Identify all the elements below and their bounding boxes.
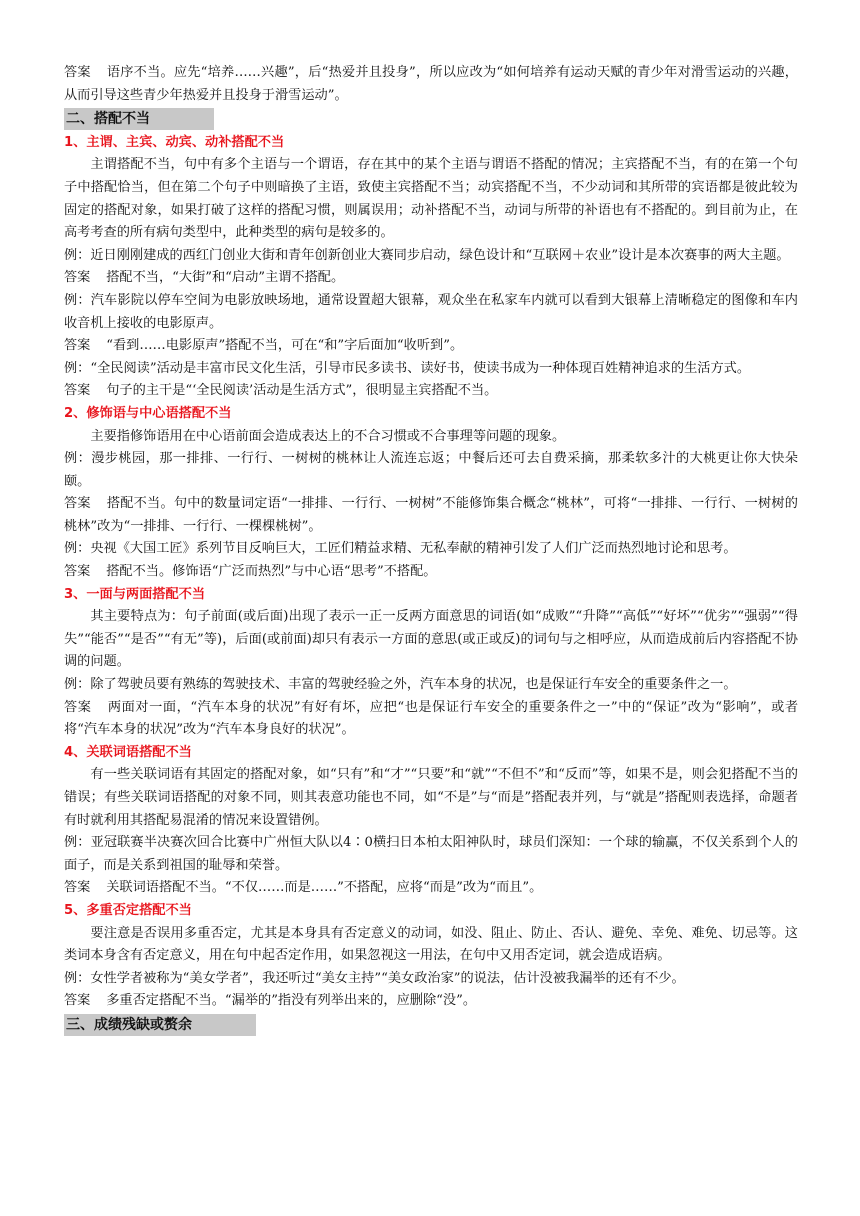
subheading-2: 2、修饰语与中心语搭配不当 bbox=[64, 405, 232, 421]
subheading-1: 1、主谓、主宾、动宾、动补搭配不当 bbox=[64, 134, 285, 150]
explanation-paragraph: 其主要特点为：句子前面(或后面)出现了表示一正一反两方面意思的词语(如“成败”“升降”“高低”“好坏”“优劣”“强弱”“得失”“能否”“是否”“有无”等)，后面(或前面)却只有表示一方面的意思(或正或反)的词句与之相呼应，从而造成前后内容搭配不协调的问题。 bbox=[64, 609, 798, 670]
answer-text: 句子的主干是“‘全民阅读’活动是生活方式”，很明显主宾搭配不当。 bbox=[106, 383, 498, 399]
subheading-3: 3、一面与两面搭配不当 bbox=[64, 586, 206, 602]
answer-text: 语序不当。应先“培养……兴趣”，后“热爱并且投身”，所以应改为“如何培养有运动天赋的青少年对滑雪运动的兴趣，从而引导这些青少年热爱并且投身于滑雪运动”。 bbox=[64, 65, 798, 103]
answer-paragraph bbox=[64, 561, 798, 584]
answer-paragraph bbox=[64, 62, 798, 107]
answer-label: 答案 bbox=[64, 338, 91, 354]
answer-label: 答案 bbox=[64, 880, 91, 896]
answer-paragraph bbox=[64, 335, 798, 358]
answer-label: 答案 bbox=[64, 496, 91, 512]
answer-text: 搭配不当。修饰语“广泛而热烈”与中心语“思考”不搭配。 bbox=[106, 564, 437, 580]
answer-text: 多重否定搭配不当。“漏举的”指没有列举出来的，应删除“没”。 bbox=[106, 993, 477, 1009]
example-paragraph: 例：央视《大国工匠》系列节目反响巨大，工匠们精益求精、无私奉献的精神引发了人们广泛而热烈地讨论和思考。 bbox=[64, 541, 737, 557]
example-paragraph: 例：漫步桃园，那一排排、一行行、一树树的桃林让人流连忘返；中餐后还可去自费采摘，那柔软多汁的大桃更让你大快朵颐。 bbox=[64, 451, 798, 489]
answer-label: 答案 bbox=[64, 65, 91, 80]
example-paragraph: 例：女性学者被称为“美女学者”，我还听过“美女主持”“美女政治家”的说法，估计没被我漏举的还有不少。 bbox=[64, 970, 685, 986]
answer-paragraph bbox=[64, 697, 798, 742]
answer-paragraph bbox=[64, 877, 798, 900]
answer-text: 关联词语搭配不当。“不仅……而是……”不搭配，应将“而是”改为“而且”。 bbox=[106, 880, 543, 896]
explanation-paragraph: 有一些关联词语有其固定的搭配对象，如“只有”和“才”“只要”和“就”“不但不”和“反而”等，如果不是，则会犯搭配不当的错误；有些关联词语搭配的对象不同，则其表意功能也不同，如“不是”与“而是”搭配表并列，与“就是”搭配则表选择，命题者有时就利用其搭配易混淆的情况来设置错例。 bbox=[64, 767, 798, 828]
answer-text: 搭配不当，“大街”和“启动”主谓不搭配。 bbox=[106, 270, 345, 286]
answer-text: “看到……电影原声”搭配不当，可在“和”字后面加“收听到”。 bbox=[106, 338, 464, 354]
subheading-4: 4、关联词语搭配不当 bbox=[64, 744, 192, 760]
explanation-paragraph: 主要指修饰语用在中心语前面会造成表达上的不合习惯或不合事理等问题的现象。 bbox=[90, 428, 566, 444]
example-paragraph: 例：亚冠联赛半决赛次回合比赛中广州恒大队以4∶0横扫日本柏太阳神队时，球员们深知：一个球的输赢，不仅关系到个人的面子，而是关系到祖国的耻辱和荣誉。 bbox=[64, 835, 798, 873]
section-heading-2: 二、搭配不当 bbox=[64, 108, 214, 130]
explanation-paragraph: 要注意是否误用多重否定，尤其是本身具有否定意义的动词，如没、阻止、防止、否认、避免、幸免、难免、切忌等。这类词本身含有否定意义，用在句中起否定作用，如果忽视这一用法，在句中又用否定词，就会造成语病。 bbox=[64, 925, 798, 964]
answer-text: 搭配不当。句中的数量词定语“一排排、一行行、一树树”不能修饰集合概念“桃林”，可将“一排排、一行行、一树树的桃林”改为“一排排、一行行、一棵棵桃树”。 bbox=[64, 496, 798, 534]
subheading-5: 5、多重否定搭配不当 bbox=[64, 902, 192, 918]
answer-label: 答案 bbox=[64, 564, 91, 580]
example-paragraph: 例：汽车影院以停车空间为电影放映场地，通常设置超大银幕，观众坐在私家车内就可以看到大银幕上清晰稳定的图像和车内收音机上接收的电影原声。 bbox=[64, 292, 798, 331]
example-paragraph: 例：除了驾驶员要有熟练的驾驶技术、丰富的驾驶经验之外，汽车本身的状况，也是保证行车安全的重要条件之一。 bbox=[64, 677, 737, 693]
document-page bbox=[64, 62, 798, 1038]
explanation-paragraph: 主谓搭配不当，句中有多个主语与一个谓语，存在其中的某个主语与谓语不搭配的情况；主宾搭配不当，有的在第一个句子中搭配恰当，但在第二个句子中则暗换了主语，致使主宾搭配不当；动宾搭配不当，不少动词和其所带的宾语都是彼此较为固定的搭配对象，如果打破了这样的搭配习惯，则属误用；动补搭配不当，动词与所带的补语也有不搭配的。到目前为止，在高考考查的所有病句类型中，此种类型的病句是较多的。 bbox=[64, 157, 798, 241]
example-paragraph: 例：“全民阅读”活动是丰富市民文化生活，引导市民多读书、读好书，使读书成为一种体现百姓精神追求的生活方式。 bbox=[64, 360, 751, 376]
answer-paragraph bbox=[64, 380, 798, 403]
answer-paragraph bbox=[64, 267, 798, 290]
answer-paragraph bbox=[64, 493, 798, 538]
section-heading-3: 三、成绩残缺或赘余 bbox=[64, 1014, 256, 1036]
answer-label: 答案 bbox=[64, 270, 91, 286]
example-paragraph: 例：近日刚刚建成的西红门创业大街和青年创新创业大赛同步启动，绿色设计和“互联网＋农业”设计是本次赛事的两大主题。 bbox=[64, 247, 790, 263]
answer-paragraph bbox=[64, 990, 798, 1013]
answer-label: 答案 bbox=[64, 993, 91, 1009]
answer-label: 答案 bbox=[64, 383, 91, 399]
answer-text: 两面对一面，“汽车本身的状况”有好有坏，应把“也是保证行车安全的重要条件之一”中的“保证”改为“影响”，或者将“汽车本身的状况”改为“汽车本身良好的状况”。 bbox=[64, 699, 799, 738]
answer-label: 答案 bbox=[64, 699, 92, 715]
